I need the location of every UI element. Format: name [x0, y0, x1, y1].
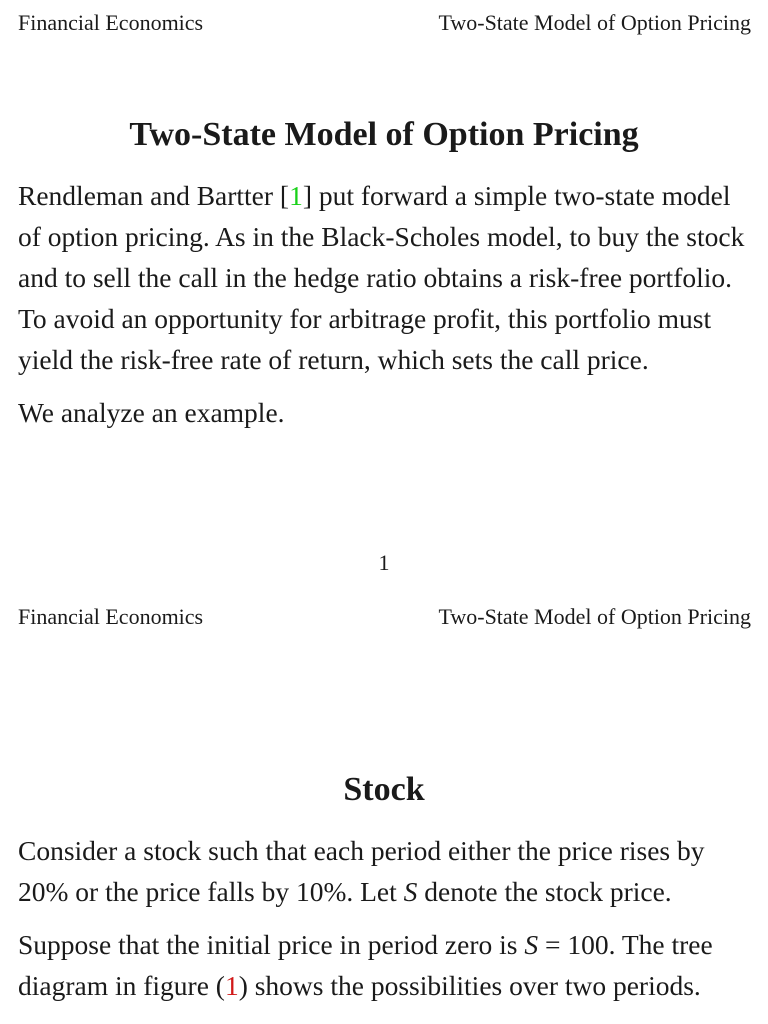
body-text	[18, 175, 756, 445]
price-equation: = 100	[538, 929, 609, 960]
running-header	[18, 603, 751, 631]
stock-paragraph	[18, 830, 756, 912]
stock-text-start: Consider a stock such that each period either the price rises by 20% or the price falls by 10%. Let	[18, 835, 705, 907]
intro-paragraph	[18, 175, 756, 380]
running-header	[18, 9, 751, 37]
intro-text-start: Rendleman and Bartter [	[18, 180, 290, 211]
initial-price-text-start: Suppose that the initial price in period zero is	[18, 929, 525, 960]
example-paragraph: We analyze an example.	[18, 397, 285, 428]
body-text	[18, 830, 756, 1018]
stock-price-variable: S	[524, 929, 539, 960]
header-right-text: Two-State Model of Option Pricing	[438, 604, 751, 629]
initial-price-paragraph	[18, 924, 756, 1006]
page-2	[0, 594, 768, 1024]
section-title: Stock	[343, 771, 425, 808]
header-right-text: Two-State Model of Option Pricing	[438, 10, 751, 35]
citation-link[interactable]: 1	[289, 180, 303, 211]
tree-text-end: ) shows the possibilities over two periods.	[238, 970, 701, 1001]
page-number: 1	[378, 550, 390, 575]
header-left-text: Financial Economics	[18, 604, 204, 629]
stock-text-end: denote the stock price.	[417, 876, 672, 907]
header-left-text: Financial Economics	[18, 10, 204, 35]
tree-text: . The tree diagram in figure (	[18, 929, 713, 1001]
intro-text-rest: ] put forward a simple two-state model of option pricing. As in the Black-Scholes model, to buy the stock and to sell the call in the hedge ratio obtains a risk-free portfolio. To avoid an opportunity for arbitrage profit, this portfolio must yield the risk-free rate of return, which sets the call price.	[18, 180, 745, 375]
figure-reference-link[interactable]: 1	[224, 970, 239, 1001]
page-title: Two-State Model of Option Pricing	[129, 116, 639, 153]
stock-price-variable: S	[403, 876, 418, 907]
